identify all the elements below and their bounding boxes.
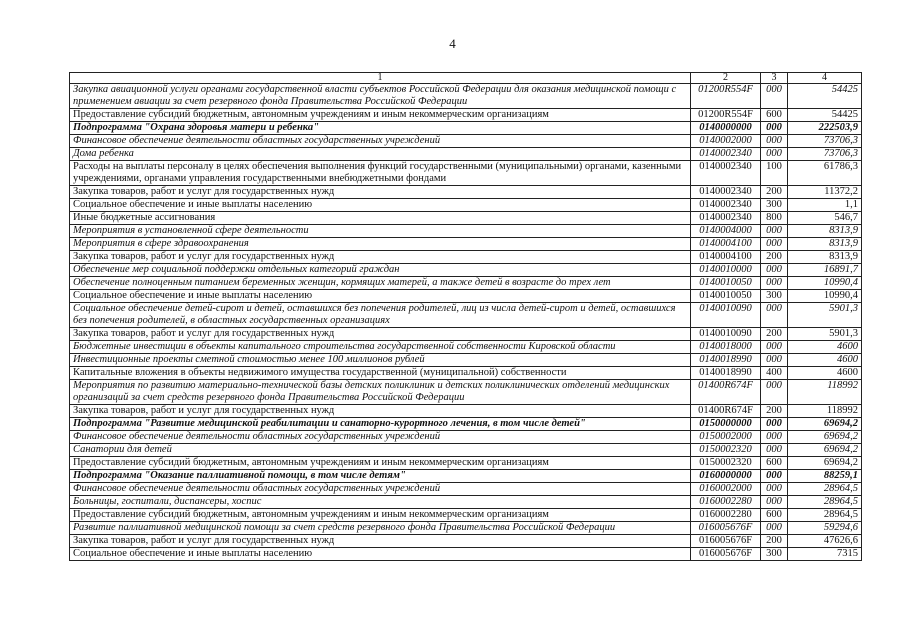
- table-row: [70, 470, 862, 483]
- row-amount-cell: 11372,2: [788, 186, 862, 199]
- table-row: [70, 548, 862, 561]
- table-row: [70, 290, 862, 303]
- row-expense-type-cell: 000: [761, 264, 788, 277]
- row-code-cell: 0140002340: [691, 186, 761, 199]
- row-name-cell: Мероприятия по развитию материально-технической базы детских поликлиник и детских поликлинических отделений медицинских организаций за счет средств резервного фонда Правительства Российской Федерации: [70, 380, 691, 405]
- table-row: [70, 251, 862, 264]
- row-amount-cell: 61786,3: [788, 161, 862, 186]
- row-amount-cell: 47626,6: [788, 535, 862, 548]
- row-code-cell: 0150002000: [691, 431, 761, 444]
- row-name-cell: Иные бюджетные ассигнования: [70, 212, 691, 225]
- row-code-cell: 0140000000: [691, 122, 761, 135]
- row-amount-cell: 69694,2: [788, 457, 862, 470]
- table-row: [70, 148, 862, 161]
- table-row: [70, 109, 862, 122]
- row-amount-cell: 59294,6: [788, 522, 862, 535]
- row-code-cell: 01400R674F: [691, 405, 761, 418]
- row-code-cell: 01400R674F: [691, 380, 761, 405]
- row-expense-type-cell: 000: [761, 303, 788, 328]
- budget-table: [69, 72, 862, 561]
- row-expense-type-cell: 000: [761, 225, 788, 238]
- table-row: [70, 341, 862, 354]
- row-amount-cell: 69694,2: [788, 431, 862, 444]
- table-row: [70, 405, 862, 418]
- table-row: [70, 522, 862, 535]
- row-code-cell: 0140002000: [691, 135, 761, 148]
- row-amount-cell: 10990,4: [788, 290, 862, 303]
- row-amount-cell: 5901,3: [788, 328, 862, 341]
- header-vr-col: 3: [761, 73, 788, 84]
- row-name-cell: Закупка товаров, работ и услуг для государственных нужд: [70, 405, 691, 418]
- row-expense-type-cell: 800: [761, 212, 788, 225]
- row-name-cell: Социальное обеспечение и иные выплаты населению: [70, 199, 691, 212]
- row-name-cell: Бюджетные инвестиции в объекты капитального строительства государственной собственности Кировской области: [70, 341, 691, 354]
- row-name-cell: Санатории для детей: [70, 444, 691, 457]
- row-code-cell: 0140018000: [691, 341, 761, 354]
- row-expense-type-cell: 600: [761, 109, 788, 122]
- row-name-cell: Мероприятия в сфере здравоохранения: [70, 238, 691, 251]
- table-row: [70, 535, 862, 548]
- table-row: [70, 483, 862, 496]
- row-amount-cell: 28964,5: [788, 509, 862, 522]
- row-amount-cell: 16891,7: [788, 264, 862, 277]
- table-row: [70, 264, 862, 277]
- table-row: [70, 212, 862, 225]
- row-name-cell: Предоставление субсидий бюджетным, автономным учреждениям и иным некоммерческим организациям: [70, 509, 691, 522]
- row-code-cell: 016005676F: [691, 548, 761, 561]
- row-expense-type-cell: 300: [761, 199, 788, 212]
- row-amount-cell: 118992: [788, 380, 862, 405]
- budget-table-body: [70, 73, 862, 561]
- row-code-cell: 0140002340: [691, 148, 761, 161]
- row-amount-cell: 5901,3: [788, 303, 862, 328]
- row-expense-type-cell: 000: [761, 135, 788, 148]
- row-name-cell: Дома ребенка: [70, 148, 691, 161]
- row-name-cell: Подпрограмма "Оказание паллиативной помощи, в том числе детям": [70, 470, 691, 483]
- row-expense-type-cell: 000: [761, 148, 788, 161]
- row-expense-type-cell: 000: [761, 483, 788, 496]
- row-name-cell: Расходы на выплаты персоналу в целях обеспечения выполнения функций государственными (муниципальными) органами, казенными учреждениями, органами управления государственными внебюджетными фондами: [70, 161, 691, 186]
- row-expense-type-cell: 000: [761, 496, 788, 509]
- row-code-cell: 0140004100: [691, 238, 761, 251]
- row-name-cell: Закупка товаров, работ и услуг для государственных нужд: [70, 535, 691, 548]
- row-code-cell: 01200R554F: [691, 84, 761, 109]
- table-row: [70, 277, 862, 290]
- row-name-cell: Закупка товаров, работ и услуг для государственных нужд: [70, 328, 691, 341]
- row-code-cell: 0150000000: [691, 418, 761, 431]
- row-code-cell: 0140018990: [691, 367, 761, 380]
- row-code-cell: 0160002000: [691, 483, 761, 496]
- row-code-cell: 0140010090: [691, 303, 761, 328]
- row-expense-type-cell: 000: [761, 277, 788, 290]
- row-amount-cell: 8313,9: [788, 225, 862, 238]
- row-amount-cell: 4600: [788, 341, 862, 354]
- row-name-cell: Капитальные вложения в объекты недвижимого имущества государственной (муниципальной) собственности: [70, 367, 691, 380]
- row-expense-type-cell: 100: [761, 161, 788, 186]
- table-row: [70, 186, 862, 199]
- table-row: [70, 84, 862, 109]
- row-amount-cell: 8313,9: [788, 238, 862, 251]
- row-code-cell: 0140002340: [691, 212, 761, 225]
- row-amount-cell: 8313,9: [788, 251, 862, 264]
- table-row: [70, 380, 862, 405]
- row-expense-type-cell: 200: [761, 328, 788, 341]
- row-amount-cell: 4600: [788, 354, 862, 367]
- row-expense-type-cell: 400: [761, 367, 788, 380]
- row-amount-cell: 7315: [788, 548, 862, 561]
- row-expense-type-cell: 000: [761, 122, 788, 135]
- row-expense-type-cell: 000: [761, 418, 788, 431]
- row-amount-cell: 118992: [788, 405, 862, 418]
- table-row: [70, 418, 862, 431]
- row-amount-cell: 69694,2: [788, 444, 862, 457]
- row-amount-cell: 73706,3: [788, 135, 862, 148]
- row-name-cell: Предоставление субсидий бюджетным, автономным учреждениям и иным некоммерческим организациям: [70, 457, 691, 470]
- row-code-cell: 0150002320: [691, 457, 761, 470]
- row-code-cell: 0140010000: [691, 264, 761, 277]
- table-row: [70, 367, 862, 380]
- row-amount-cell: 54425: [788, 109, 862, 122]
- row-name-cell: Развитие паллиативной медицинской помощи за счет средств резервного фонда Правительства Российской Федерации: [70, 522, 691, 535]
- table-row: [70, 225, 862, 238]
- row-code-cell: 0140018990: [691, 354, 761, 367]
- row-expense-type-cell: 000: [761, 522, 788, 535]
- table-row: [70, 161, 862, 186]
- row-name-cell: Обеспечение мер социальной поддержки отдельных категорий граждан: [70, 264, 691, 277]
- row-expense-type-cell: 000: [761, 84, 788, 109]
- table-row: [70, 444, 862, 457]
- table-row: [70, 354, 862, 367]
- header-row: [70, 73, 862, 84]
- table-row: [70, 509, 862, 522]
- row-name-cell: Инвестиционные проекты сметной стоимостью менее 100 миллионов рублей: [70, 354, 691, 367]
- row-name-cell: Социальное обеспечение детей-сирот и детей, оставшихся без попечения родителей, лиц из числа детей-сирот и детей, оставшихся без попечения родителей, в областных государственных организациях: [70, 303, 691, 328]
- row-expense-type-cell: 200: [761, 405, 788, 418]
- row-name-cell: Больницы, госпитали, диспансеры, хоспис: [70, 496, 691, 509]
- row-amount-cell: 73706,3: [788, 148, 862, 161]
- row-code-cell: 0140002340: [691, 199, 761, 212]
- row-code-cell: 0140010050: [691, 277, 761, 290]
- row-expense-type-cell: 000: [761, 444, 788, 457]
- row-name-cell: Финансовое обеспечение деятельности областных государственных учреждений: [70, 483, 691, 496]
- table-row: [70, 457, 862, 470]
- row-code-cell: 0140010050: [691, 290, 761, 303]
- row-code-cell: 0140004100: [691, 251, 761, 264]
- header-amount-col: 4: [788, 73, 862, 84]
- header-code-col: 2: [691, 73, 761, 84]
- row-name-cell: Подпрограмма "Развитие медицинской реабилитации и санаторно-курортного лечения, в том числе детей": [70, 418, 691, 431]
- row-amount-cell: 69694,2: [788, 418, 862, 431]
- row-name-cell: Мероприятия в установленной сфере деятельности: [70, 225, 691, 238]
- row-amount-cell: 54425: [788, 84, 862, 109]
- row-expense-type-cell: 200: [761, 251, 788, 264]
- row-amount-cell: 28964,5: [788, 483, 862, 496]
- row-code-cell: 016005676F: [691, 535, 761, 548]
- table-row: [70, 122, 862, 135]
- row-amount-cell: 88259,1: [788, 470, 862, 483]
- row-expense-type-cell: 600: [761, 509, 788, 522]
- row-name-cell: Закупка товаров, работ и услуг для государственных нужд: [70, 186, 691, 199]
- row-expense-type-cell: 600: [761, 457, 788, 470]
- page-number: 4: [449, 36, 456, 51]
- row-expense-type-cell: 000: [761, 354, 788, 367]
- row-code-cell: 0160000000: [691, 470, 761, 483]
- row-code-cell: 0140004000: [691, 225, 761, 238]
- row-code-cell: 0150002320: [691, 444, 761, 457]
- row-code-cell: 016005676F: [691, 522, 761, 535]
- table-row: [70, 135, 862, 148]
- table-row: [70, 303, 862, 328]
- row-expense-type-cell: 200: [761, 535, 788, 548]
- row-code-cell: 0140002340: [691, 161, 761, 186]
- row-amount-cell: 28964,5: [788, 496, 862, 509]
- row-name-cell: Предоставление субсидий бюджетным, автономным учреждениям и иным некоммерческим организациям: [70, 109, 691, 122]
- row-code-cell: 0140010090: [691, 328, 761, 341]
- row-name-cell: Социальное обеспечение и иные выплаты населению: [70, 548, 691, 561]
- row-code-cell: 01200R554F: [691, 109, 761, 122]
- row-name-cell: Подпрограмма "Охрана здоровья матери и ребенка": [70, 122, 691, 135]
- row-expense-type-cell: 300: [761, 548, 788, 561]
- row-expense-type-cell: 200: [761, 186, 788, 199]
- row-expense-type-cell: 000: [761, 470, 788, 483]
- row-expense-type-cell: 000: [761, 431, 788, 444]
- row-name-cell: Закупка авиационной услуги органами государственной власти субъектов Российской Федерации для оказания медицинской помощи с применением авиации за счет резервного фонда Правительства Российской Федерации: [70, 84, 691, 109]
- row-expense-type-cell: 300: [761, 290, 788, 303]
- row-name-cell: Обеспечение полноценным питанием беременных женщин, кормящих матерей, а также детей в возрасте до трех лет: [70, 277, 691, 290]
- row-name-cell: Закупка товаров, работ и услуг для государственных нужд: [70, 251, 691, 264]
- row-expense-type-cell: 000: [761, 341, 788, 354]
- row-amount-cell: 1,1: [788, 199, 862, 212]
- header-name-col: 1: [70, 73, 691, 84]
- row-name-cell: Финансовое обеспечение деятельности областных государственных учреждений: [70, 135, 691, 148]
- row-expense-type-cell: 000: [761, 238, 788, 251]
- table-row: [70, 496, 862, 509]
- row-name-cell: Финансовое обеспечение деятельности областных государственных учреждений: [70, 431, 691, 444]
- row-expense-type-cell: 000: [761, 380, 788, 405]
- row-name-cell: Социальное обеспечение и иные выплаты населению: [70, 290, 691, 303]
- table-row: [70, 199, 862, 212]
- row-amount-cell: 10990,4: [788, 277, 862, 290]
- row-code-cell: 0160002280: [691, 496, 761, 509]
- row-code-cell: 0160002280: [691, 509, 761, 522]
- row-amount-cell: 546,7: [788, 212, 862, 225]
- table-row: [70, 431, 862, 444]
- table-row: [70, 328, 862, 341]
- row-amount-cell: 4600: [788, 367, 862, 380]
- row-amount-cell: 222503,9: [788, 122, 862, 135]
- table-row: [70, 238, 862, 251]
